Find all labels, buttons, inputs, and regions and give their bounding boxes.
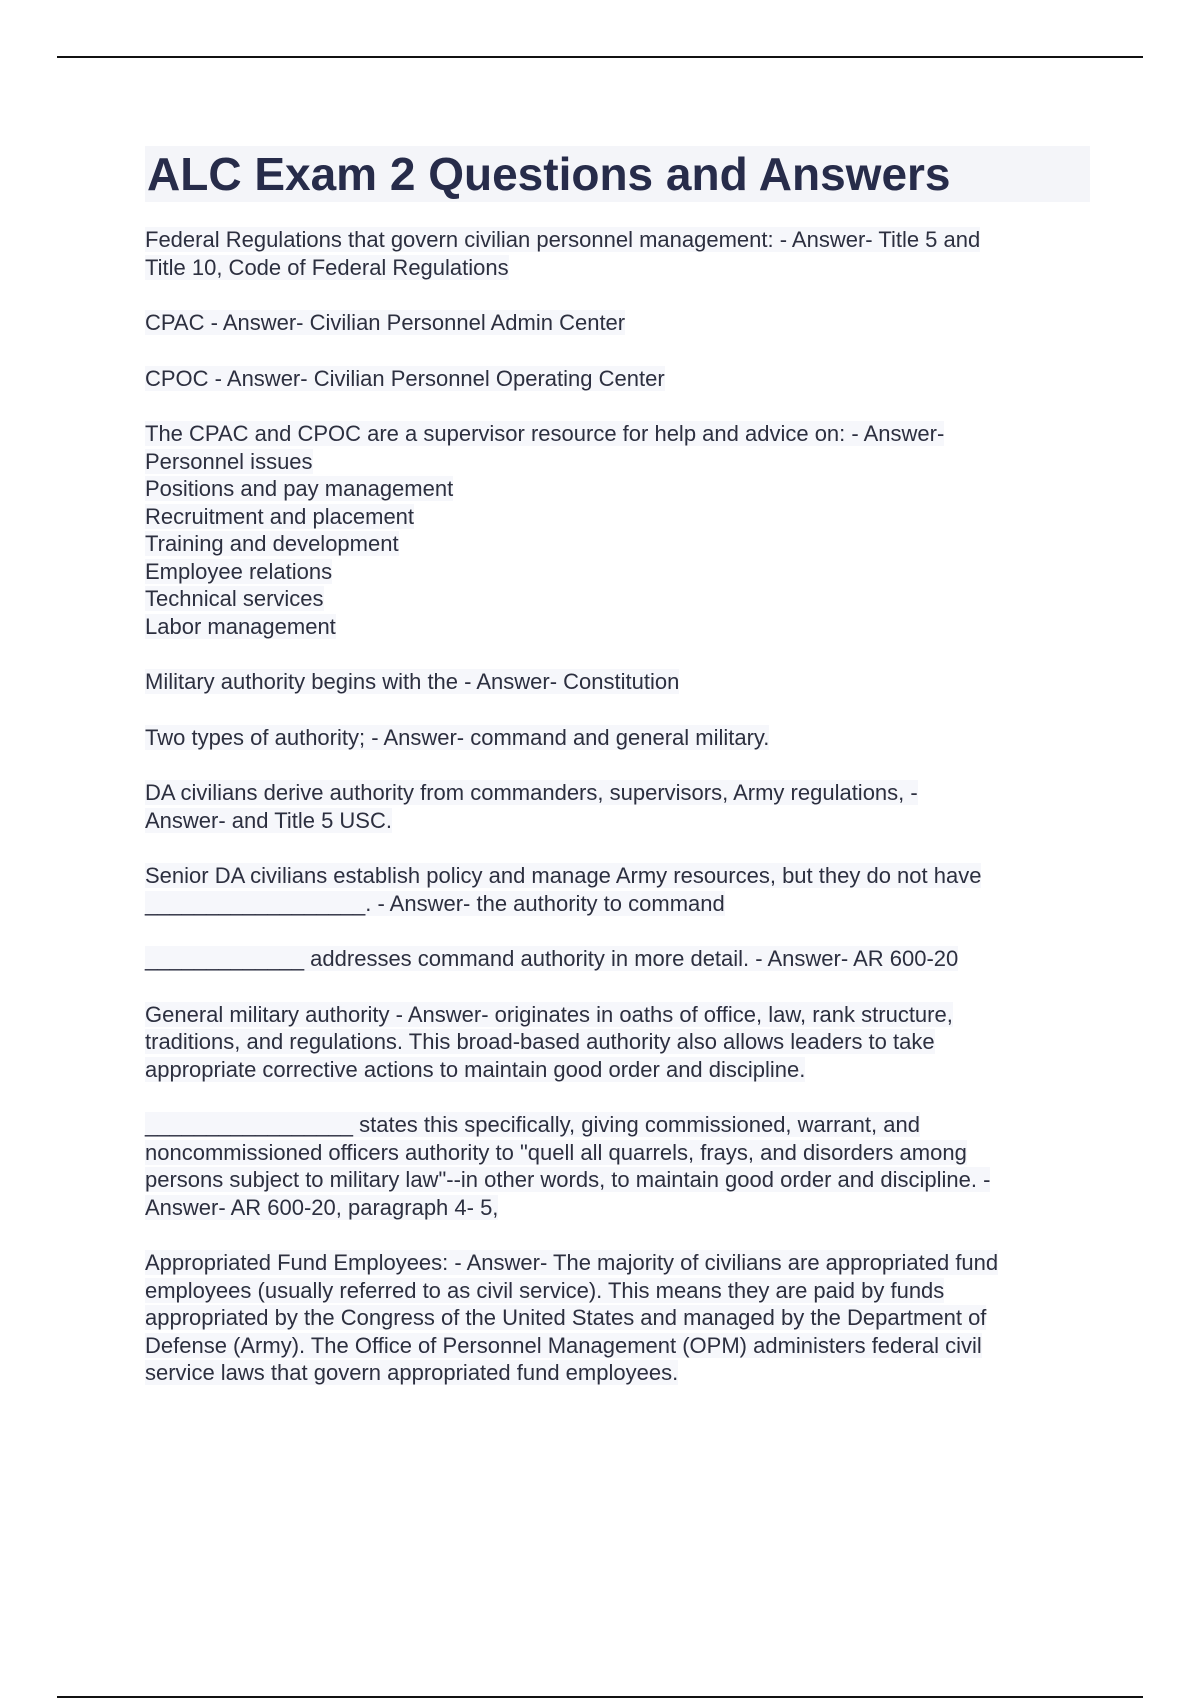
qa-line-text: appropriated by the Congress of the United States and managed by the Department of [145,1305,987,1330]
qa-line-text: Senior DA civilians establish policy and manage Army resources, but they do not have [145,863,982,888]
qa-line [145,1194,1090,1222]
qa-line [145,226,1090,254]
qa-line [145,309,1090,337]
qa-line [145,890,1090,918]
qa-entry [145,724,1090,752]
qa-line [145,448,1090,476]
qa-line [145,1359,1090,1387]
qa-line [145,420,1090,448]
qa-line-text: CPAC - Answer- Civilian Personnel Admin Center [145,310,626,335]
qa-line [145,1139,1090,1167]
document-title: ALC Exam 2 Questions and Answers [145,146,1090,202]
qa-line-text: Federal Regulations that govern civilian personnel management: - Answer- Title 5 and [145,227,981,252]
qa-line [145,1001,1090,1029]
qa-entry [145,1249,1090,1387]
qa-line [145,862,1090,890]
qa-line-text: CPOC - Answer- Civilian Personnel Operating Center [145,365,665,391]
qa-entry [145,668,1090,696]
qa-line-text: Appropriated Fund Employees: - Answer- The majority of civilians are appropriated fund [145,1250,999,1275]
qa-entry [145,945,1090,973]
qa-line [145,668,1090,696]
qa-entry [145,420,1090,640]
qa-line-text: appropriate corrective actions to maintain good order and discipline. [145,1056,806,1082]
qa-entry [145,1111,1090,1221]
top-divider [57,56,1143,58]
qa-line [145,1056,1090,1084]
qa-line-text: _____________ addresses command authority in more detail. - Answer- AR 600-20 [145,946,959,971]
qa-line [145,585,1090,613]
qa-line [145,254,1090,282]
qa-line-text: General military authority - Answer- originates in oaths of office, law, rank structure, [145,1001,953,1027]
qa-line-text: Labor management [145,613,336,639]
qa-line-text: Answer- AR 600-20, paragraph 4- 5, [145,1194,499,1220]
qa-line [145,1111,1090,1139]
qa-line-text: Military authority begins with the - Answer- Constitution [145,669,680,694]
qa-line-text: Technical services [145,586,324,611]
qa-line [145,1249,1090,1277]
qa-entry [145,226,1090,281]
qa-line [145,530,1090,558]
qa-line-text: Defense (Army). The Office of Personnel Management (OPM) administers federal civil [145,1332,982,1358]
qa-line-text: noncommissioned officers authority to "quell all quarrels, frays, and disorders among [145,1139,967,1165]
qa-line-text: __________________. - Answer- the authority to command [145,890,725,916]
qa-line [145,1277,1090,1305]
qa-line [145,1028,1090,1056]
qa-line-text: _________________ states this specifically, giving commissioned, warrant, and [145,1112,920,1137]
qa-line [145,945,1090,973]
qa-line-text: Employee relations [145,558,333,584]
qa-line-text: Answer- and Title 5 USC. [145,807,392,833]
qa-entry [145,862,1090,917]
qa-line [145,807,1090,835]
qa-line [145,1304,1090,1332]
qa-list [145,226,1090,1387]
qa-line-text: service laws that govern appropriated fund employees. [145,1360,679,1385]
qa-line-text: Training and development [145,531,399,556]
qa-line-text: employees (usually referred to as civil service). This means they are paid by funds [145,1277,945,1303]
qa-line [145,1332,1090,1360]
qa-line-text: Two types of authority; - Answer- command and general military. [145,724,770,750]
qa-line-text: Positions and pay management [145,476,454,501]
qa-line [145,365,1090,393]
qa-entry [145,1001,1090,1084]
bottom-divider [57,1696,1143,1698]
qa-line-text: Title 10, Code of Federal Regulations [145,254,509,280]
qa-line [145,475,1090,503]
qa-line [145,724,1090,752]
qa-line [145,613,1090,641]
qa-line-text: persons subject to military law"--in other words, to maintain good order and discipline. - [145,1167,991,1192]
qa-line [145,558,1090,586]
qa-entry [145,309,1090,337]
qa-line [145,1166,1090,1194]
qa-line-text: The CPAC and CPOC are a supervisor resource for help and advice on: - Answer- [145,421,945,446]
qa-entry [145,365,1090,393]
qa-line-text: DA civilians derive authority from commanders, supervisors, Army regulations, - [145,780,918,805]
qa-entry [145,779,1090,834]
qa-line-text: Recruitment and placement [145,503,415,529]
qa-line [145,503,1090,531]
qa-line-text: Personnel issues [145,448,313,474]
qa-line [145,779,1090,807]
qa-line-text: traditions, and regulations. This broad-based authority also allows leaders to take [145,1029,935,1054]
document-body [145,146,1090,1415]
